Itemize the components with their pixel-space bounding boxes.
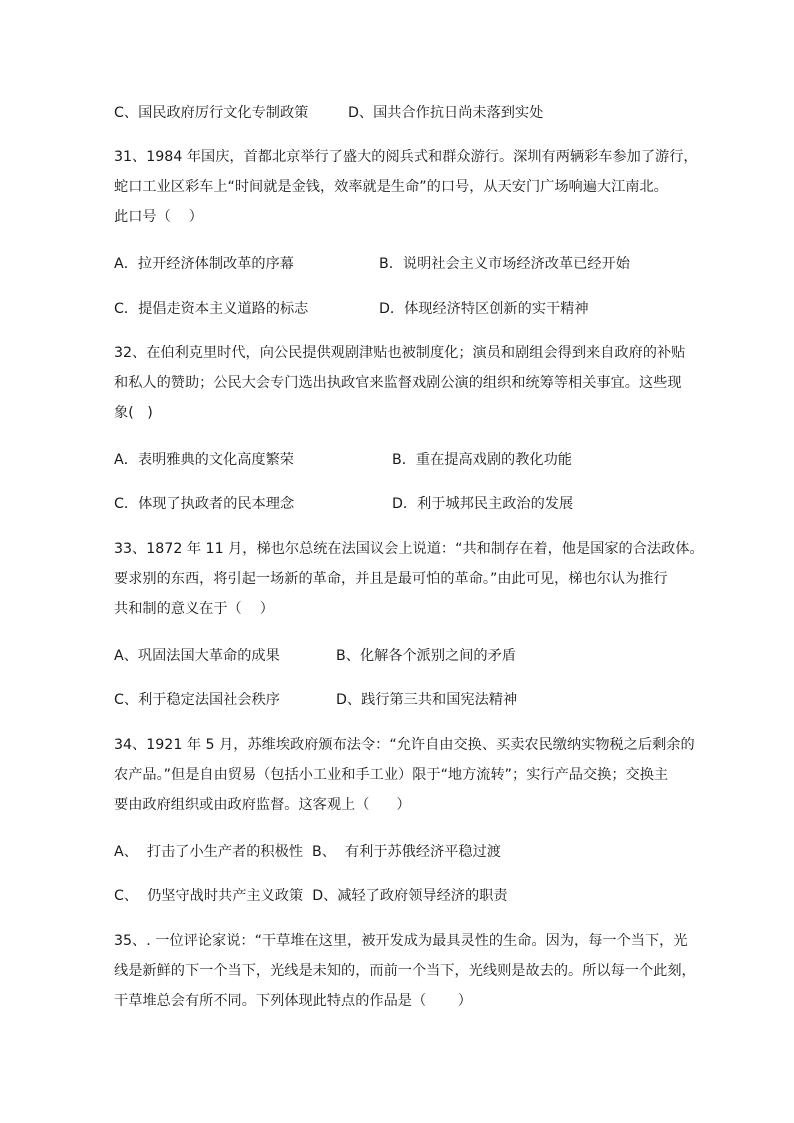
q33-stem-line2: 要求别的东西，将引起一场新的革命，并且是最可怕的革命。”由此可见，梯也尔认为推行 [114, 571, 668, 587]
q35-stem-line1: 35、. 一位评论家说：“干草堆在这里，被开发成为最具灵性的生命。因为，每一个当下，光 [114, 933, 688, 949]
q35-stem-line3: 干草堆总会有所不同。下列体现此特点的作品是（ ） [114, 993, 472, 1009]
q34-option-ab: A、 打击了小生产者的积极性 B、 有利于苏俄经济平稳过渡 [114, 844, 501, 860]
q30-option-d: D、国共合作抗日尚未落到实处 [348, 105, 544, 121]
q34-stem-line3: 要由政府组织或由政府监督。这客观上（ ） [114, 797, 411, 813]
q31-stem-line3: 此口号（ ） [114, 209, 203, 225]
q32-option-a: A．表明雅典的文化高度繁荣 [114, 452, 294, 468]
q33-option-c: C、利于稳定法国社会秩序 [114, 692, 280, 708]
q33-option-b: B、化解各个派别之间的矛盾 [336, 648, 516, 664]
q32-stem-line2: 和私人的赞助；公民大会专门选出执政官来监督戏剧公演的组织和统筹等相关事宜。这些现 [114, 375, 682, 391]
q32-option-d: D．利于城邦民主政治的发展 [392, 496, 574, 512]
q35-stem-line2: 线是新鲜的下一个当下，光线是未知的，而前一个当下，光线则是故去的。所以每一个此刻， [114, 963, 696, 979]
q31-option-c: C．提倡走资本主义道路的标志 [114, 301, 309, 317]
q31-option-b: B．说明社会主义市场经济改革已经开始 [379, 256, 630, 272]
q31-stem-line1: 31、1984 年国庆，首都北京举行了盛大的阅兵式和群众游行。深圳有两辆彩车参加了游行， [114, 149, 698, 165]
q31-option-a: A．拉开经济体制改革的序幕 [114, 256, 294, 272]
q31-stem-line2: 蛇口工业区彩车上“时间就是金钱，效率就是生命”的口号，从天安门广场响遍大江南北。 [114, 179, 668, 195]
q33-stem-line3: 共和制的意义在于（ ） [114, 601, 274, 617]
q32-stem-line3: 象( ) [114, 405, 153, 421]
q34-stem-line1: 34、1921 年 5 月，苏维埃政府颁布法令：“允许自由交换、买卖农民缴纳实物税之后剩余的 [114, 737, 695, 753]
q33-option-d: D、践行第三共和国宪法精神 [336, 692, 518, 708]
q32-stem-line1: 32、在伯利克里时代，向公民提供观剧津贴也被制度化；演员和剧组会得到来自政府的补贴 [114, 345, 686, 361]
q30-option-c: C、国民政府厉行文化专制政策 [114, 105, 309, 121]
q34-option-cd: C、 仍坚守战时共产主义政策 D、减轻了政府领导经济的职责 [114, 888, 508, 904]
q34-stem-line2: 农产品。”但是自由贸易（包括小工业和手工业）限于“地方流转”；实行产品交换；交换主 [114, 767, 669, 783]
q33-stem-line1: 33、1872 年 11 月，梯也尔总统在法国议会上说道：“共和制存在着，他是国家的合法政体。 [114, 541, 704, 557]
q32-option-c: C．体现了执政者的民本理念 [114, 496, 295, 512]
q33-option-a: A、巩固法国大革命的成果 [114, 648, 280, 664]
q31-option-d: D．体现经济特区创新的实干精神 [379, 301, 589, 317]
q32-option-b: B．重在提高戏剧的教化功能 [392, 452, 572, 468]
